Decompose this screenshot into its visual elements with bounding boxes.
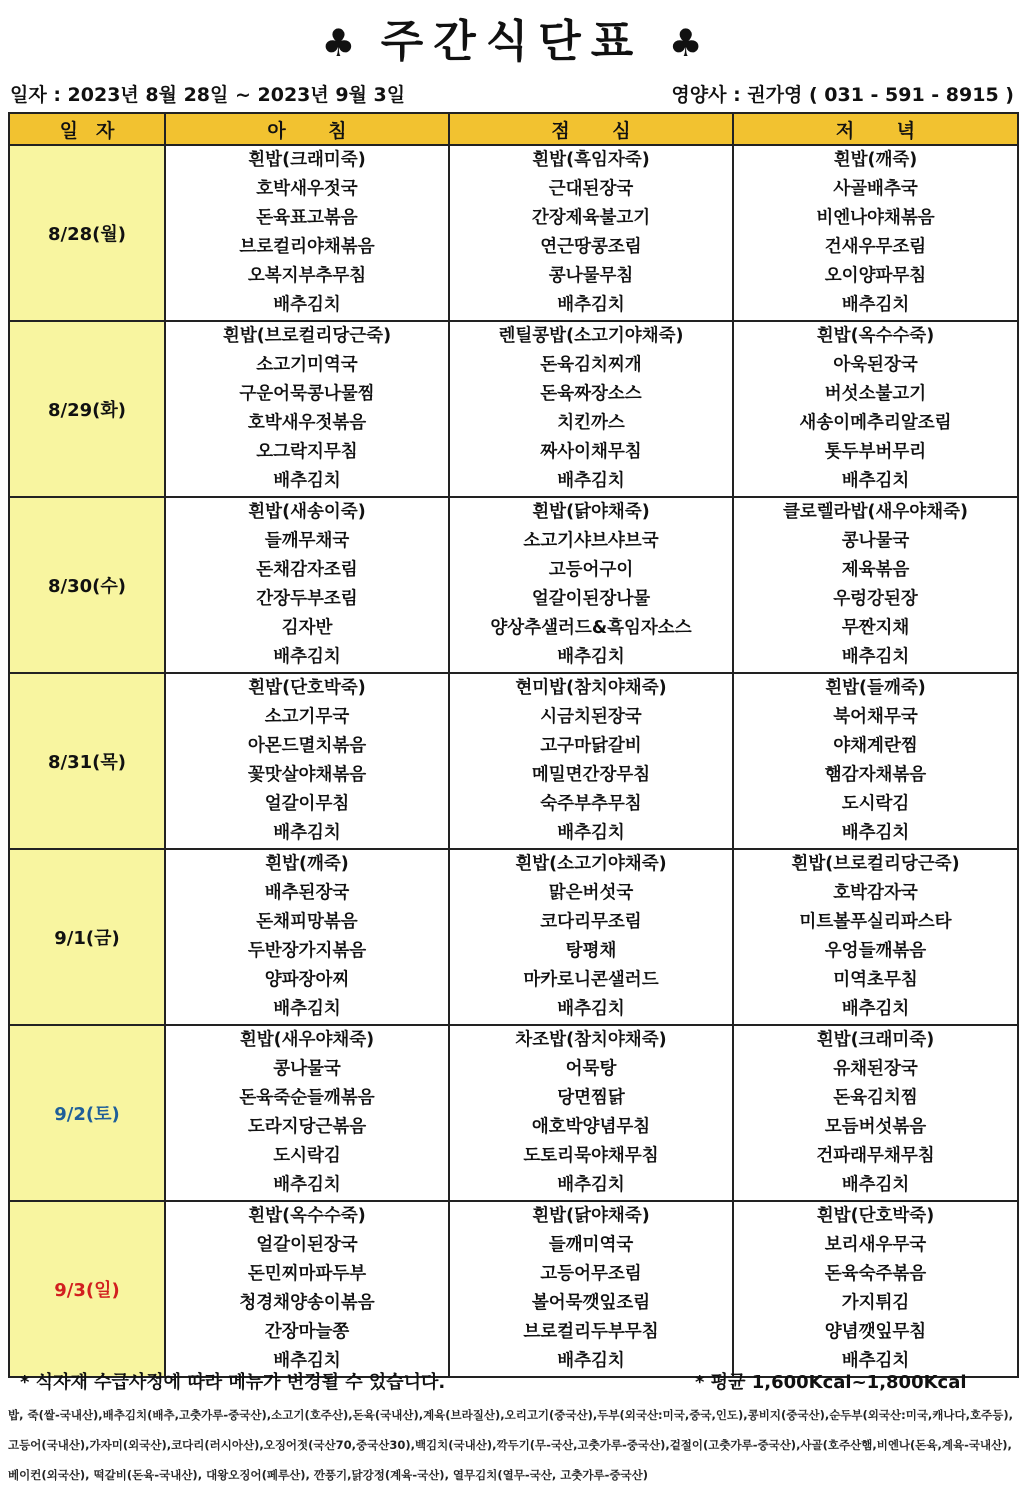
menu-item: 흰밥(들깨죽) xyxy=(825,678,926,698)
origin-info: 밥, 죽(쌀-국내산),배추김치(배추,고춧가루-중국산),소고기(호주산),돈육(국내산),계육(브라질산),오리고기(중국산),두부(외국산:미국,중국,인도),콩비지(중국산),순두부(외국산:미국,캐나다,호주등),고등어(국내산),가자미(외국산),코다리(러시아산),오징어젓(국산70,중국산30),백김치(국내산),깍두기(무-국산,고춧가루-중국산),겉절이(고춧가루-중국산),사골(호주산햄,비엔나(돈육,계육-국내산), 베이컨(외국산), 떡갈비(돈육-국내산), 대왕오징어(페루산), 깐풍기,닭강정(계육-국산), 열무김치(열무-국산, 고춧가루-중국산) xyxy=(8,1408,1013,1482)
menu-item: 배추김치 xyxy=(841,647,910,667)
menu-item: 흰밥(크래미죽) xyxy=(816,1030,935,1050)
menu-item: 배추김치 xyxy=(273,823,341,843)
menu-item: 고구마닭갈비 xyxy=(540,736,642,756)
lunch-cell xyxy=(449,1025,733,1201)
change-notice: * 식자재 수급사정에 따라 메뉴가 변경될 수 있습니다. xyxy=(20,1372,446,1393)
menu-item: 배추김치 xyxy=(273,647,341,667)
menu-item: 흰밥(옥수수죽) xyxy=(816,326,935,346)
menu-item: 구운어묵콩나물찜 xyxy=(239,384,375,404)
menu-item: 배추김치 xyxy=(557,999,625,1019)
lunch-cell xyxy=(449,497,733,673)
menu-item: 돈채피망볶음 xyxy=(256,912,358,932)
menu-item: 버섯소불고기 xyxy=(824,384,927,404)
lunch-cell xyxy=(449,849,733,1025)
menu-item: 소고기무국 xyxy=(264,707,350,727)
day-cell: 8/28(월) xyxy=(9,145,165,321)
menu-item: 콩나물국 xyxy=(841,531,910,551)
menu-item: 배추김치 xyxy=(557,647,625,667)
menu-item: 치킨까스 xyxy=(557,413,625,433)
menu-item: 흰밥(닭야채죽) xyxy=(532,1206,650,1226)
menu-item: 배추김치 xyxy=(273,471,341,491)
menu-item: 콩나물국 xyxy=(273,1059,341,1079)
day-cell: 9/3(일) xyxy=(9,1201,165,1377)
menu-item: 코다리무조림 xyxy=(540,912,642,932)
lunch-cell xyxy=(449,673,733,849)
menu-item: 도시락김 xyxy=(841,794,910,814)
menu-item: 꽃맛살야채볶음 xyxy=(247,765,367,785)
menu-item: 고등어무조림 xyxy=(540,1264,642,1284)
breakfast-cell xyxy=(165,321,449,497)
breakfast-cell xyxy=(165,145,449,321)
period-text: 일자 : 2023년 8월 28일 ~ 2023년 9월 3일 xyxy=(10,84,406,106)
lunch-cell xyxy=(449,145,733,321)
menu-item: 콩나물무침 xyxy=(548,266,634,286)
menu-item: 배추김치 xyxy=(273,1175,341,1195)
breakfast-cell xyxy=(165,673,449,849)
menu-item: 미역초무침 xyxy=(833,970,918,990)
menu-item: 얼갈이무침 xyxy=(264,794,350,814)
dinner-cell xyxy=(733,1201,1018,1377)
menu-item: 흰밥(깨죽) xyxy=(833,150,918,170)
menu-item: 햄감자채볶음 xyxy=(824,765,927,785)
breakfast-cell xyxy=(165,1025,449,1201)
menu-item: 돈육김치찌개 xyxy=(540,355,642,375)
menu-item: 양상추샐러드&흑임자소스 xyxy=(490,618,692,638)
menu-item: 배추된장국 xyxy=(264,883,350,903)
title-text: 주간식단표 xyxy=(380,16,644,67)
menu-item: 흰밥(새우야채죽) xyxy=(239,1030,375,1050)
menu-item: 건파래무채무침 xyxy=(816,1146,935,1166)
menu-item: 배추김치 xyxy=(841,471,910,491)
menu-item: 짜사이채무침 xyxy=(540,442,642,462)
menu-item: 야채계란찜 xyxy=(833,736,918,756)
nutritionist-text: 영양사 : 권가영 ( 031 - 591 - 8915 ) xyxy=(671,84,1014,106)
menu-item: 흰밥(새송이죽) xyxy=(248,502,366,522)
day-cell: 8/30(수) xyxy=(9,497,165,673)
menu-item: 렌틸콩밥(소고기야채죽) xyxy=(498,326,684,346)
menu-item: 당면찜닭 xyxy=(557,1088,625,1108)
menu-item: 배추김치 xyxy=(557,295,625,315)
menu-item: 흰밥(단호박죽) xyxy=(816,1206,935,1226)
breakfast-cell xyxy=(165,497,449,673)
dinner-cell xyxy=(733,145,1018,321)
menu-item: 흰밥(크래미죽) xyxy=(248,150,366,170)
menu-item: 얼갈이된장국 xyxy=(256,1235,358,1255)
menu-item: 고등어구이 xyxy=(548,560,634,580)
menu-item: 배추김치 xyxy=(841,295,910,315)
menu-item: 들깨미역국 xyxy=(548,1235,634,1255)
breakfast-cell xyxy=(165,1201,449,1377)
dinner-cell xyxy=(733,849,1018,1025)
menu-item: 간장두부조림 xyxy=(256,589,358,609)
lunch-cell xyxy=(449,321,733,497)
menu-item: 사골배추국 xyxy=(833,179,918,199)
menu-item: 흰밥(브로컬리당근죽) xyxy=(791,854,960,874)
menu-item: 청경채양송이볶음 xyxy=(239,1293,375,1313)
menu-item: 들깨무채국 xyxy=(264,531,350,551)
column-header-breakfast: 아 침 xyxy=(165,113,449,145)
menu-item: 호박새우젓볶음 xyxy=(247,413,367,433)
menu-item: 배추김치 xyxy=(557,1351,625,1371)
menu-item: 흰밥(흑임자죽) xyxy=(532,150,650,170)
subheader xyxy=(10,80,1014,108)
menu-item: 마카로니콘샐러드 xyxy=(523,970,659,990)
dinner-cell xyxy=(733,673,1018,849)
day-row xyxy=(9,849,1018,1025)
menu-item: 애호박양념무침 xyxy=(531,1117,651,1137)
menu-item: 배추김치 xyxy=(273,999,341,1019)
menu-item: 모듬버섯볶음 xyxy=(824,1117,927,1137)
menu-item: 배추김치 xyxy=(557,823,625,843)
menu-item: 돈육표고볶음 xyxy=(256,208,358,228)
menu-item: 우엉들깨볶음 xyxy=(824,941,927,961)
menu-item: 돈육김치찜 xyxy=(833,1088,918,1108)
menu-item: 우렁강된장 xyxy=(833,589,918,609)
menu-item: 가지튀김 xyxy=(841,1293,910,1313)
menu-item: 배추김치 xyxy=(841,1175,910,1195)
menu-item: 건새우무조림 xyxy=(824,237,927,257)
menu-item: 유채된장국 xyxy=(833,1059,918,1079)
menu-item: 탕평채 xyxy=(565,941,617,961)
menu-item: 소고기샤브샤브국 xyxy=(523,531,659,551)
menu-item: 아욱된장국 xyxy=(833,355,918,375)
menu-item: 돈민찌마파두부 xyxy=(247,1264,367,1284)
menu-table xyxy=(8,112,1019,1378)
column-header-dinner: 저 녁 xyxy=(733,113,1018,145)
menu-item: 두반장가지볶음 xyxy=(247,941,367,961)
column-header-lunch: 점 심 xyxy=(449,113,733,145)
menu-item: 보리새우무국 xyxy=(824,1235,927,1255)
menu-item: 시금치된장국 xyxy=(540,707,642,727)
page-title xyxy=(0,12,1024,73)
lunch-cell xyxy=(449,1201,733,1377)
menu-item: 간장마늘쫑 xyxy=(264,1322,350,1342)
menu-item: 제육볶음 xyxy=(841,560,910,580)
day-row xyxy=(9,673,1018,849)
day-cell: 9/2(토) xyxy=(9,1025,165,1201)
menu-item: 배추김치 xyxy=(273,295,341,315)
menu-item: 오복지부추무침 xyxy=(247,266,367,286)
menu-item: 얼갈이된장나물 xyxy=(531,589,651,609)
menu-item: 배추김치 xyxy=(841,999,910,1019)
menu-item: 돈채감자조림 xyxy=(256,560,358,580)
day-row xyxy=(9,497,1018,673)
menu-item: 도시락김 xyxy=(273,1146,341,1166)
menu-item: 차조밥(참치야채죽) xyxy=(515,1030,667,1050)
menu-item: 흰밥(소고기야채죽) xyxy=(515,854,667,874)
day-cell: 8/29(화) xyxy=(9,321,165,497)
menu-item: 오이양파무침 xyxy=(824,266,927,286)
menu-item: 배추김치 xyxy=(557,471,625,491)
menu-item: 어묵탕 xyxy=(565,1059,617,1079)
menu-item: 브로컬리두부무침 xyxy=(523,1322,659,1342)
menu-item: 소고기미역국 xyxy=(256,355,358,375)
menu-item: 도토리묵야채무침 xyxy=(523,1146,659,1166)
menu-item: 김자반 xyxy=(281,618,333,638)
menu-item: 배추김치 xyxy=(557,1175,625,1195)
menu-item: 배추김치 xyxy=(841,823,910,843)
menu-item: 볼어묵깻잎조림 xyxy=(531,1293,651,1313)
menu-body xyxy=(9,145,1018,1377)
menu-item: 비엔나야채볶음 xyxy=(816,208,935,228)
menu-item: 미트볼푸실리파스타 xyxy=(799,912,952,932)
menu-item: 아몬드멸치볶음 xyxy=(247,736,367,756)
menu-item: 오그락지무침 xyxy=(256,442,358,462)
menu-item: 도라지당근볶음 xyxy=(247,1117,367,1137)
day-row xyxy=(9,145,1018,321)
dinner-cell xyxy=(733,321,1018,497)
menu-item: 흰밥(브로컬리당근죽) xyxy=(222,326,392,346)
menu-item: 메밀면간장무침 xyxy=(531,765,651,785)
day-row xyxy=(9,321,1018,497)
menu-item: 배추김치 xyxy=(273,1351,341,1371)
menu-item: 맑은버섯국 xyxy=(548,883,634,903)
breakfast-cell xyxy=(165,849,449,1025)
menu-item: 새송이메추리알조림 xyxy=(799,413,952,433)
club-icon: ♣ xyxy=(668,21,703,65)
table-header-row xyxy=(9,113,1018,145)
menu-item: 북어채무국 xyxy=(833,707,918,727)
day-cell: 9/1(금) xyxy=(9,849,165,1025)
menu-item: 양념깻잎무침 xyxy=(824,1322,927,1342)
menu-item: 호박새우젓국 xyxy=(256,179,358,199)
menu-item: 배추김치 xyxy=(841,1351,910,1371)
menu-item: 브로컬리야채볶음 xyxy=(239,237,375,257)
menu-item: 돈육짜장소스 xyxy=(540,384,642,404)
club-icon: ♣ xyxy=(321,21,356,65)
menu-item: 연근땅콩조림 xyxy=(540,237,642,257)
menu-item: 간장제육불고기 xyxy=(531,208,651,228)
day-cell: 8/31(목) xyxy=(9,673,165,849)
menu-item: 무짠지채 xyxy=(841,618,910,638)
menu-item: 돈육죽순들깨볶음 xyxy=(239,1088,375,1108)
day-row xyxy=(9,1201,1018,1377)
menu-item: 흰밥(단호박죽) xyxy=(248,678,366,698)
menu-item: 흰밥(깨죽) xyxy=(265,854,349,874)
day-row xyxy=(9,1025,1018,1201)
dinner-cell xyxy=(733,497,1018,673)
menu-item: 근대된장국 xyxy=(548,179,634,199)
menu-item: 흰밥(옥수수죽) xyxy=(248,1206,366,1226)
menu-item: 호박감자국 xyxy=(833,883,918,903)
calorie-note: * 평균 1,600Kcal~1,800Kcal xyxy=(695,1372,967,1393)
menu-item: 양파장아찌 xyxy=(264,970,350,990)
menu-item: 클로렐라밥(새우야채죽) xyxy=(782,502,969,522)
menu-item: 현미밥(참치야채죽) xyxy=(515,678,667,698)
dinner-cell xyxy=(733,1025,1018,1201)
menu-item: 돈육숙주볶음 xyxy=(824,1264,927,1284)
menu-item: 숙주부추무침 xyxy=(540,794,642,814)
column-header-date: 일자 xyxy=(9,113,165,145)
menu-item: 흰밥(닭야채죽) xyxy=(532,502,650,522)
menu-item: 톳두부버무리 xyxy=(824,442,927,462)
